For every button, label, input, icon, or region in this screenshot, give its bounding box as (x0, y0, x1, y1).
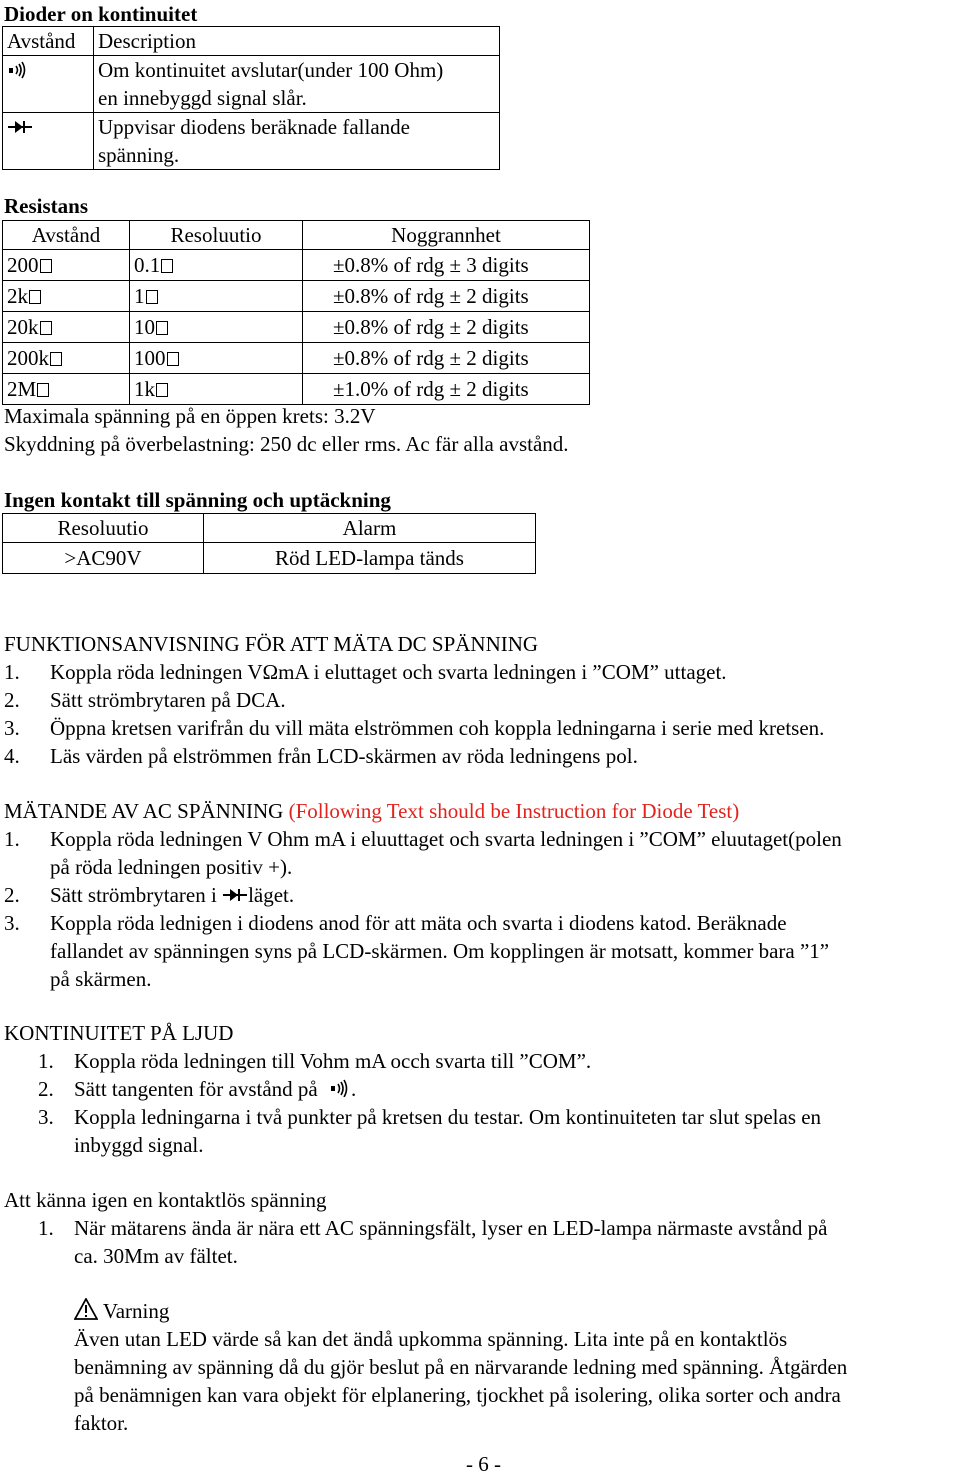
list-item-number: 2. (4, 883, 20, 907)
table-row (3, 221, 590, 250)
list-item-text: Öppna kretsen varifrån du vill mäta elströmmen coh koppla ledningarna i serie med kretsen. (50, 716, 825, 740)
table-cell: 1k (130, 374, 303, 405)
warning-text: på benämnigen kan vara objekt för elplanering, tjockhet på isolering, olika sorter och andra (74, 1383, 841, 1407)
table-cell: 200k (3, 343, 130, 374)
list-item-text: fallandet av spänningen syns på LCD-skärmen. Om kopplingen är motsatt, kommer bara ”1” (50, 939, 830, 963)
list-item-text: Läs värden på elströmmen från LCD-skärmen av röda ledningens pol. (50, 744, 638, 768)
table-cell: ±0.8% of rdg ± 2 digits (303, 343, 590, 374)
list-item-text: Koppla röda ledningen VΩmA i eluttaget och svarta ledningen i ”COM” uttaget. (50, 660, 727, 684)
table-header: Avstånd (3, 221, 130, 250)
continuity-buzzer-icon (7, 59, 29, 81)
diode-icon (222, 887, 248, 903)
resistans-title: Resistans (4, 194, 89, 218)
warning-title: Varning (102, 1299, 170, 1323)
table-row (3, 543, 536, 574)
ohm-symbol-box (161, 259, 173, 273)
table-cell: 2k (3, 281, 130, 312)
list-item-text: inbyggd signal. (74, 1133, 204, 1157)
table-cell: Röd LED-lampa tänds (204, 543, 536, 574)
table-row (3, 343, 590, 374)
diodes-table (2, 26, 500, 170)
table-header: Description (94, 27, 500, 56)
list-item-text: läget. (248, 883, 295, 907)
table-cell (3, 113, 94, 170)
list-item-text: . (351, 1077, 357, 1101)
ohm-symbol-box (29, 290, 41, 304)
table-header: Resoluutio (130, 221, 303, 250)
resistans-table (2, 220, 590, 405)
table-row (3, 250, 590, 281)
description-line: spänning. (98, 143, 180, 167)
list-item (50, 881, 294, 909)
table-row (3, 281, 590, 312)
continuity-buzzer-icon (329, 1079, 351, 1097)
list-item-text: på skärmen. (50, 967, 152, 991)
list-item-text: ca. 30Mm av fältet. (74, 1244, 238, 1268)
table-header: Noggrannhet (303, 221, 590, 250)
list-item-number: 1. (38, 1049, 54, 1073)
table-cell: 100 (130, 343, 303, 374)
list-item (74, 1075, 356, 1103)
list-item-text: Sätt tangenten för avstånd på (74, 1077, 318, 1101)
ac-editor-note: (Following Text should be Instruction for Diode Test) (288, 799, 740, 823)
resistans-note-2: Skyddning på överbelastning: 250 dc eller rms. Ac fär alla avstånd. (4, 432, 569, 456)
ohm-symbol-box (156, 321, 168, 335)
ac-title: MÄTANDE AV AC SPÄNNING (4, 799, 284, 823)
table-cell: 20k (3, 312, 130, 343)
table-cell (94, 113, 500, 170)
list-item-text: Koppla röda lednigen i diodens anod för att mäta och svarta i diodens katod. Beräknade (50, 911, 787, 935)
ac-title-line (4, 797, 739, 825)
list-item: 4. (4, 744, 20, 768)
table-header: Resoluutio (3, 514, 204, 543)
list-item-text: på röda ledningen positiv +). (50, 855, 293, 879)
page-number: - 6 - (466, 1452, 501, 1476)
ohm-symbol-box (40, 259, 52, 273)
resistans-note-1: Maximala spänning på en öppen krets: 3.2V (4, 404, 376, 428)
ohm-symbol-box (146, 290, 158, 304)
table-cell: 2M (3, 374, 130, 405)
table-row (3, 312, 590, 343)
table-cell: ±0.8% of rdg ± 2 digits (303, 281, 590, 312)
ohm-symbol-box (37, 383, 49, 397)
table-row (3, 27, 500, 56)
list-item-text: Koppla röda ledningen till Vohm mA occh svarta till ”COM”. (74, 1049, 592, 1073)
table-row (3, 374, 590, 405)
warning-heading (74, 1297, 169, 1325)
list-item-number: 1. (38, 1216, 54, 1240)
table-header: Avstånd (3, 27, 94, 56)
list-item-text: Sätt strömbrytaren på DCA. (50, 688, 286, 712)
ohm-symbol-box (156, 383, 168, 397)
table-header: Alarm (204, 514, 536, 543)
table-cell: 1 (130, 281, 303, 312)
table-row (3, 514, 536, 543)
list-item-text: Koppla röda ledningen V Ohm mA i eluuttaget och svarta ledningen i ”COM” eluutaget(polen (50, 827, 842, 851)
list-item-text: När mätarens ända är nära ett AC spänningsfält, lyser en LED-lampa närmaste avstånd på (74, 1216, 828, 1240)
table-cell (3, 56, 94, 113)
table-cell: 10 (130, 312, 303, 343)
warning-text: faktor. (74, 1411, 129, 1435)
diode-icon (7, 118, 33, 136)
list-item-text: Koppla ledningarna i två punkter på kretsen du testar. Om kontinuiteten tar slut spelas en (74, 1105, 822, 1129)
dc-title: FUNKTIONSANVISNING FÖR ATT MÄTA DC SPÄNNING (4, 632, 539, 656)
table-cell: ±0.8% of rdg ± 2 digits (303, 312, 590, 343)
list-item: 3. (4, 716, 20, 740)
contactless-title: Ingen kontakt till spänning och uptäckning (4, 488, 391, 512)
list-item-number: 3. (4, 911, 20, 935)
list-item-number: 1. (4, 827, 20, 851)
diodes-title: Dioder on kontinuitet (4, 2, 198, 26)
contactless-table (2, 513, 536, 574)
kontinuitet-title: KONTINUITET PÅ LJUD (4, 1021, 234, 1045)
description-line: Uppvisar diodens beräknade fallande (98, 115, 410, 139)
table-cell: >AC90V (3, 543, 204, 574)
list-item: 2. (4, 688, 20, 712)
list-item-text: Sätt strömbrytaren i (50, 883, 217, 907)
ohm-symbol-box (167, 352, 179, 366)
table-row (3, 56, 500, 113)
table-cell (94, 56, 500, 113)
warning-text: benämning av spänning då du gjör beslut på en närvarande ledning med spänning. Åtgärden (74, 1355, 848, 1379)
warning-text: Även utan LED värde så kan det ändå upkomma spänning. Lita inte på en kontaktlös (74, 1327, 788, 1351)
list-item-number: 2. (38, 1077, 54, 1101)
ohm-symbol-box (40, 321, 52, 335)
kontaktlos-title: Att känna igen en kontaktlös spänning (4, 1188, 327, 1212)
table-cell: ±1.0% of rdg ± 2 digits (303, 374, 590, 405)
table-cell: 200 (3, 250, 130, 281)
table-cell: ±0.8% of rdg ± 3 digits (303, 250, 590, 281)
description-line: Om kontinuitet avslutar(under 100 Ohm) (98, 58, 444, 82)
warning-triangle-icon (74, 1298, 98, 1320)
list-item-number: 3. (38, 1105, 54, 1129)
description-line: en innebyggd signal slår. (98, 86, 307, 110)
table-row (3, 113, 500, 170)
table-cell: 0.1 (130, 250, 303, 281)
ohm-symbol-box (50, 352, 62, 366)
list-item: 1. (4, 660, 20, 684)
